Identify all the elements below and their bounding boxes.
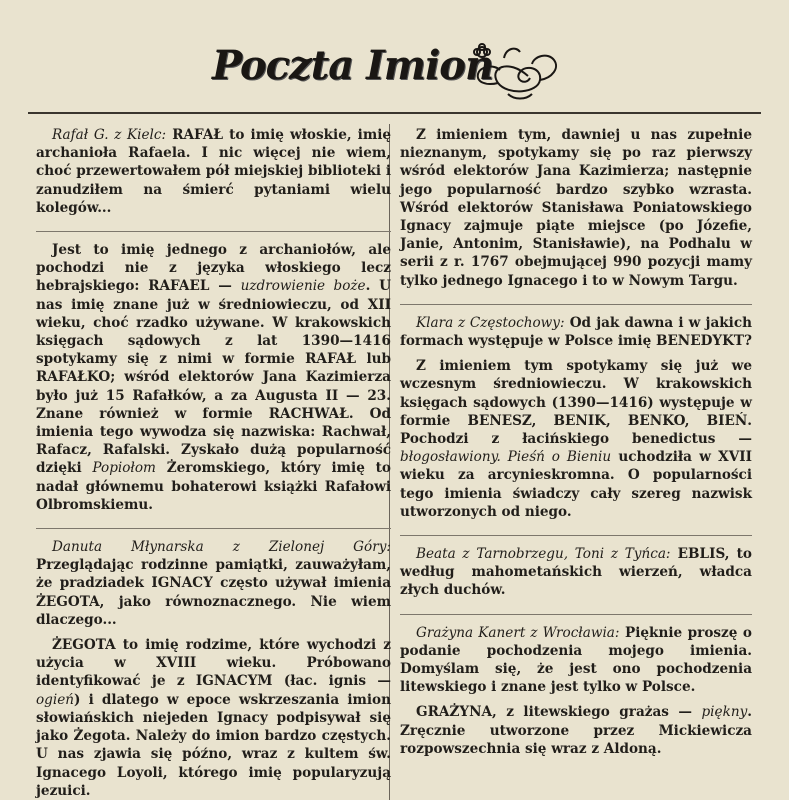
letter-author: Danuta Młynarska z Zielonej Góry:	[52, 539, 391, 556]
answer-text: . U nas imię znane już w średniowieczu, od XII wieku, choć rzadko używane. W krakowskich księgach sądowych z lat 1390—1416 spotykamy się z nimi w formie RAFAŁ lub RAFAŁKO; wśród elektorów Jana Kazimierza było już 15 Rafałków, a za Augusta II — 23. Znane również w formie RACHWAŁ. Od imienia tego wywodza się nazwiska: Rachwał, Rafacz, Rafalski. Zyskało dużą popularność dzięki	[36, 278, 392, 477]
letter-grazyna	[400, 624, 752, 697]
answer-zegota-continued	[400, 126, 752, 290]
answer-rafal	[36, 241, 391, 514]
letter-text: EBLIS, to według mahometańskich wierzeń, władca złych duchów.	[400, 546, 752, 599]
letter-separator	[36, 225, 391, 232]
answer-italic: piękny	[701, 704, 748, 721]
masthead	[0, 38, 789, 108]
letter-separator	[36, 522, 391, 529]
answer-text: uchodziła w XVII wieku za arcynieskromna. O popularności tego imienia świadczy cały szereg nazwisk utworzonych od niego.	[400, 449, 752, 520]
letter-text: Pięknie proszę o podanie pochodzenia mojego imienia. Domyślam się, że jest ono pochodzenia litewskiego i znane jest tylko w Polsce.	[400, 624, 752, 696]
answer-text: Z imieniem tym, dawniej u nas zupełnie nieznanym, spotykamy się po raz pierwszy wśród elektorów Jana Kazimierza; następnie jego popularność bardzo szybko wzrasta. Wśród elektorów Stanisława Poniatowskiego Ignacy zajmuje piąte miejsce (po Józefie, Janie, Antonim, Stanisławie), na Podhalu w serii z r. 1767 obejmującej 990 pozycji mamy tylko jednego Ignacego i to w Nowym Targu.	[400, 127, 752, 289]
letter-beata-toni	[400, 545, 752, 600]
answer-text: ) i dlatego w epoce wskrzeszania imion słowiańskich niejeden Ignacy podpisywał się jako Żegota. Należy do imion bardzo częstych. U nas zjawia się późno, wraz z kultem św. Ignacego Loyoli, którego imię popularyzują jezuici.	[36, 691, 391, 799]
letter-separator	[400, 529, 752, 536]
letter-text: RAFAŁ to imię włoskie, imię archanioła Rafaela. I nic więcej nie wiem, choć przewertowałem pół miejskiej biblioteki i zanudziłem na śmierć pytaniami wielu kolegów...	[36, 127, 392, 216]
letter-text: Przeglądając rodzinne pamiątki, zauważyłam, że pradziadek IGNACY często używał imienia ŻEGOTA, jako równoznacznego. Nie wiem dlaczego...	[36, 557, 391, 628]
letter-klara	[400, 314, 752, 350]
answer-text: . Zręcznie utworzone przez Mickiewicza rozpowszechnia się wraz z Aldoną.	[400, 704, 752, 757]
letter-rafal	[36, 126, 391, 217]
letter-separator	[400, 298, 752, 305]
letter-separator	[400, 608, 752, 615]
header-divider	[28, 112, 761, 114]
answer-grazyna	[400, 703, 752, 758]
answer-italic: błogosławiony. Pieśń o Bieniu	[400, 449, 612, 466]
letter-author: Rafał G. z Kielc:	[52, 127, 167, 143]
answer-text: GRAŻYNA, z litewskiego grażas —	[416, 704, 702, 721]
letter-danuta	[36, 538, 391, 629]
answer-text: Żeromskiego, który imię to nadał głównemu bohaterowi książki Rafałowi Olbromskiemu.	[36, 460, 391, 513]
letter-text: Od jak dawna i w jakich formach występuje w Polsce imię BENEDYKT?	[400, 314, 752, 350]
letter-author: Klara z Częstochowy:	[416, 314, 565, 331]
letter-author: Beata z Tarnobrzegu, Toni z Tyńca:	[416, 546, 671, 563]
answer-zegota	[36, 636, 391, 800]
answer-benedykt	[400, 357, 752, 521]
answer-italic: Popiołom	[92, 460, 156, 477]
masthead-title: Poczta Imion	[212, 42, 494, 89]
right-column	[400, 126, 752, 758]
answer-italic: uzdrowienie boże	[240, 278, 366, 295]
answer-italic: ogień	[36, 691, 75, 708]
letter-author: Grażyna Kanert z Wrocławia:	[416, 624, 620, 641]
answer-text: Jest to imię jednego z archaniołów, ale pochodzi nie z języka włoskiego lecz hebrajskiego: RAFAEL —	[36, 242, 391, 295]
left-column	[36, 126, 391, 800]
rose-ornament-icon	[468, 38, 566, 104]
answer-text: Z imieniem tym spotykamy się już we wczesnym średniowieczu. W krakowskich księgach sądowych (1390—1416) występuje w formie BENESZ, BENIK, BENKO, BIEŃ. Pochodzi z łacińskiego benedictus —	[400, 358, 752, 448]
answer-text: ŻEGOTA to imię rodzime, które wychodzi z użycia w XVIII wieku. Próbowano identyfikować je z IGNACYM (łac. ignis —	[36, 637, 391, 690]
